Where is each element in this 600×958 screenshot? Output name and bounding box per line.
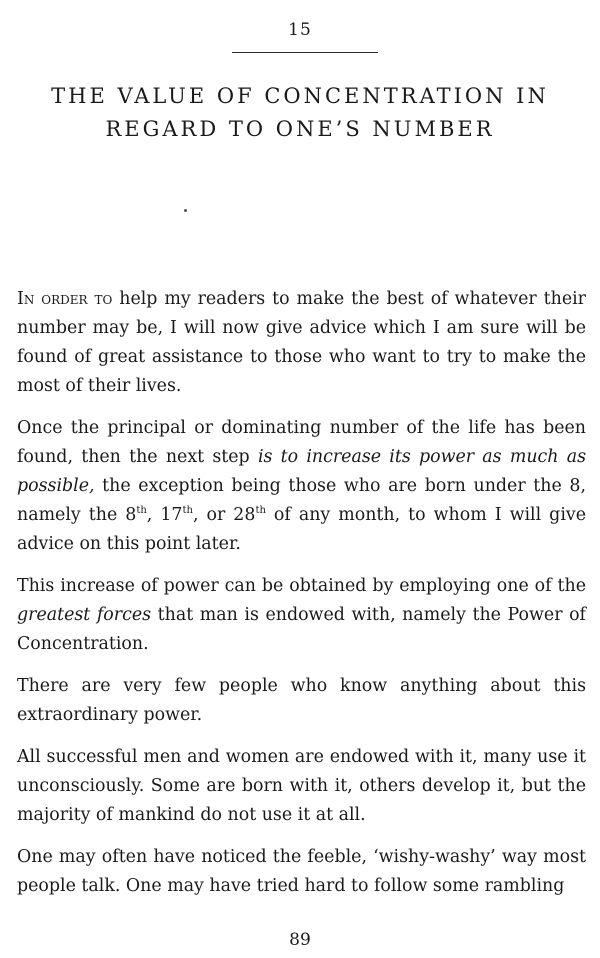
paragraph-2-part-a: Once the principal or dominating number of the life has been found, then the next step: [17, 418, 586, 467]
chapter-title-line-2: REGARD TO ONE’S NUMBER: [105, 117, 495, 141]
ordinal-suffix: th: [182, 505, 193, 516]
paragraph-3: [17, 572, 586, 659]
paragraph-2: [17, 414, 586, 559]
paragraph-3-emphasis: greatest forces: [17, 605, 152, 625]
page-number: 89: [289, 930, 311, 950]
paragraph-2-part-e: of any month, to whom I will give advice on this point later.: [17, 505, 586, 554]
paragraph-6: One may often have noticed the feeble, ‘wishy-washy’ way most people talk. One may have tried hard to follow some rambling: [17, 847, 586, 896]
chapter-title-line-1: THE VALUE OF CONCENTRATION IN: [51, 84, 549, 108]
paragraph-3-part-b: that man is endowed with, namely the Power of Concentration.: [17, 605, 586, 654]
paragraph-2-part-d: , or 28: [192, 505, 256, 525]
paragraph-1: [17, 285, 586, 401]
chapter-title: [30, 80, 570, 146]
ornament-dot: [184, 209, 187, 212]
paragraph-1-text: help my readers to make the best of whatever their number may be, I will now give advice which I am sure will be found of great assistance to those who want to try to make the most of their lives.: [17, 289, 586, 396]
ordinal-suffix: th: [136, 505, 147, 516]
paragraph-1-lead: In order to: [17, 289, 113, 309]
paragraph-2-part-c: , 17: [146, 505, 183, 525]
paragraph-2-part-b: the exception being those who are born under the 8, namely the 8: [17, 476, 586, 525]
paragraph-5: All successful men and women are endowed with it, many use it unconsciously. Some are born with it, others develop it, but the majority of mankind do not use it at all.: [17, 747, 586, 825]
body-text: [17, 285, 586, 914]
paragraph-2-emphasis: is to increase its power as much as possible,: [17, 447, 586, 496]
header-divider: [232, 52, 378, 53]
paragraph-4: There are very few people who know anything about this extraordinary power.: [17, 676, 586, 725]
ordinal-suffix: th: [255, 505, 266, 516]
paragraph-3-part-a: This increase of power can be obtained by employing one of the: [17, 576, 586, 596]
chapter-number: 15: [288, 20, 312, 40]
